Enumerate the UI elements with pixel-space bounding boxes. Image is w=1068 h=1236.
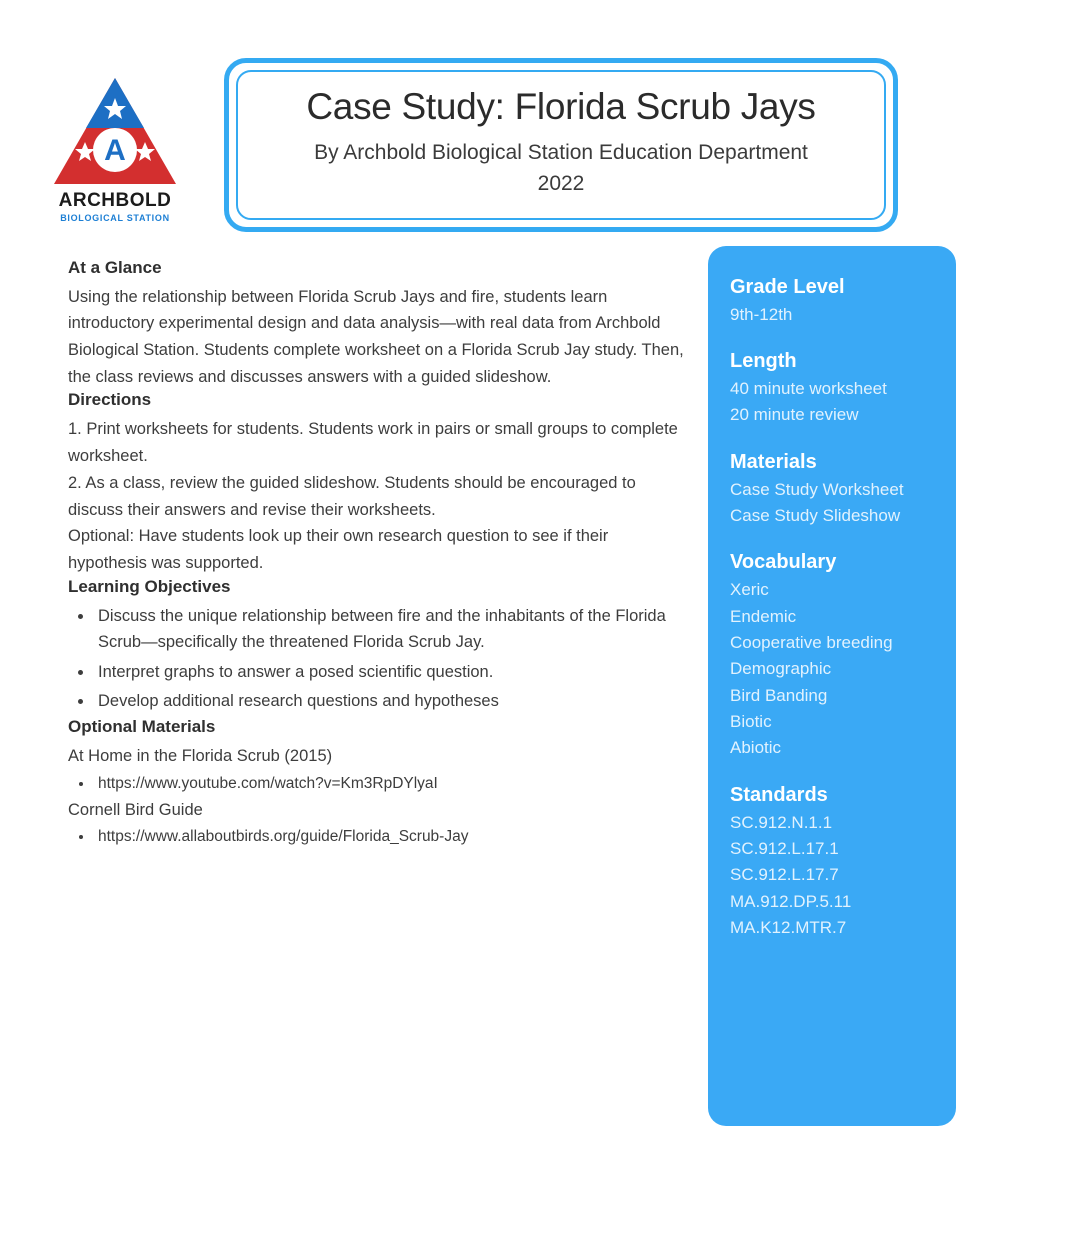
directions-optional: Optional: Have students look up their own research question to see if their hypothesis was supported. [68, 527, 609, 573]
page-title: Case Study: Florida Scrub Jays [306, 86, 816, 127]
sidebar-item: SC.912.L.17.7 [730, 865, 839, 885]
sidebar-item: 9th-12th [730, 304, 793, 324]
optional-resource-1: At Home in the Florida Scrub (2015) [68, 747, 333, 766]
optional-resource-2: Cornell Bird Guide [68, 800, 203, 819]
sidebar-item: Xeric [730, 580, 769, 600]
heading-directions: Directions [68, 390, 152, 410]
sidebar-item: SC.912.N.1.1 [730, 812, 833, 832]
at-a-glance-text: Using the relationship between Florida Scrub Jays and fire, students learn introductory experimental design and data analysis—with real data from Archbold Biological Station. Students complete worksheet on a Florida Scrub Jay study. Then, the class reviews and discusses answers with a guided slideshow. [68, 287, 684, 386]
organization-logo [40, 58, 190, 223]
logo-wordmark: ARCHBOLD [58, 190, 172, 211]
main-column [68, 258, 708, 851]
sidebar-heading: Grade Level [730, 275, 845, 298]
sidebar-block-vocabulary [730, 551, 934, 761]
sidebar-item: 40 minute worksheet [730, 378, 887, 398]
directions-step-2: 2. As a class, review the guided slideshow. Students should be encouraged to discuss their answers and revise their worksheets. [68, 473, 636, 519]
optional-resource-1-links [68, 770, 690, 797]
sidebar-item: Cooperative breeding [730, 632, 893, 652]
sidebar-item: MA.K12.MTR.7 [730, 918, 847, 938]
sidebar-item: Endemic [730, 606, 797, 626]
page-body [0, 232, 1068, 1126]
sidebar-block-grade-level [730, 276, 934, 328]
sidebar-heading: Vocabulary [730, 551, 837, 574]
sidebar-block-materials [730, 451, 934, 530]
sidebar-item: MA.912.DP.5.11 [730, 891, 852, 911]
sidebar-item: Case Study Worksheet [730, 479, 904, 499]
heading-learning-objectives: Learning Objectives [68, 576, 231, 596]
title-banner [224, 58, 898, 232]
list-item: • Discuss the unique relationship between fire and the inhabitants of the Florida Scrub—specifically the threatened Florida Scrub Jay. [94, 603, 690, 656]
page-header [0, 0, 1068, 232]
sidebar-item: Bird Banding [730, 685, 828, 705]
sidebar-item: 20 minute review [730, 405, 859, 425]
heading-optional-materials: Optional Materials [68, 717, 216, 737]
sidebar-item: Abiotic [730, 738, 782, 758]
sidebar-heading: Materials [730, 450, 817, 473]
info-sidebar [708, 246, 956, 1126]
sidebar-item: Case Study Slideshow [730, 505, 901, 525]
learning-objectives-list [68, 603, 690, 715]
logo-subtitle: BIOLOGICAL STATION [60, 213, 170, 223]
sidebar-heading: Length [730, 349, 797, 372]
external-link[interactable]: • https://www.allaboutbirds.org/guide/Florida_Scrub-Jay [94, 823, 690, 850]
directions-step-1: 1. Print worksheets for students. Students work in pairs or small groups to complete worksheet. [68, 420, 678, 466]
list-item: • Develop additional research questions and hypotheses [94, 688, 690, 714]
sidebar-block-standards [730, 784, 934, 942]
archbold-triangle-logo-icon [52, 76, 178, 188]
external-link[interactable]: • https://www.youtube.com/watch?v=Km3RpDYlyaI [94, 770, 690, 797]
sidebar-item: Demographic [730, 659, 832, 679]
sidebar-item: SC.912.L.17.1 [730, 839, 839, 859]
heading-at-a-glance: At a Glance [68, 257, 162, 277]
title-byline: By Archbold Biological Station Education Department [314, 140, 808, 164]
optional-resource-2-links [68, 823, 690, 850]
sidebar-item: Biotic [730, 711, 772, 731]
svg-text:A: A [104, 134, 126, 167]
list-item: • Interpret graphs to answer a posed scientific question. [94, 659, 690, 685]
sidebar-heading: Standards [730, 783, 828, 806]
sidebar-block-length [730, 350, 934, 429]
title-year: 2022 [537, 172, 585, 196]
